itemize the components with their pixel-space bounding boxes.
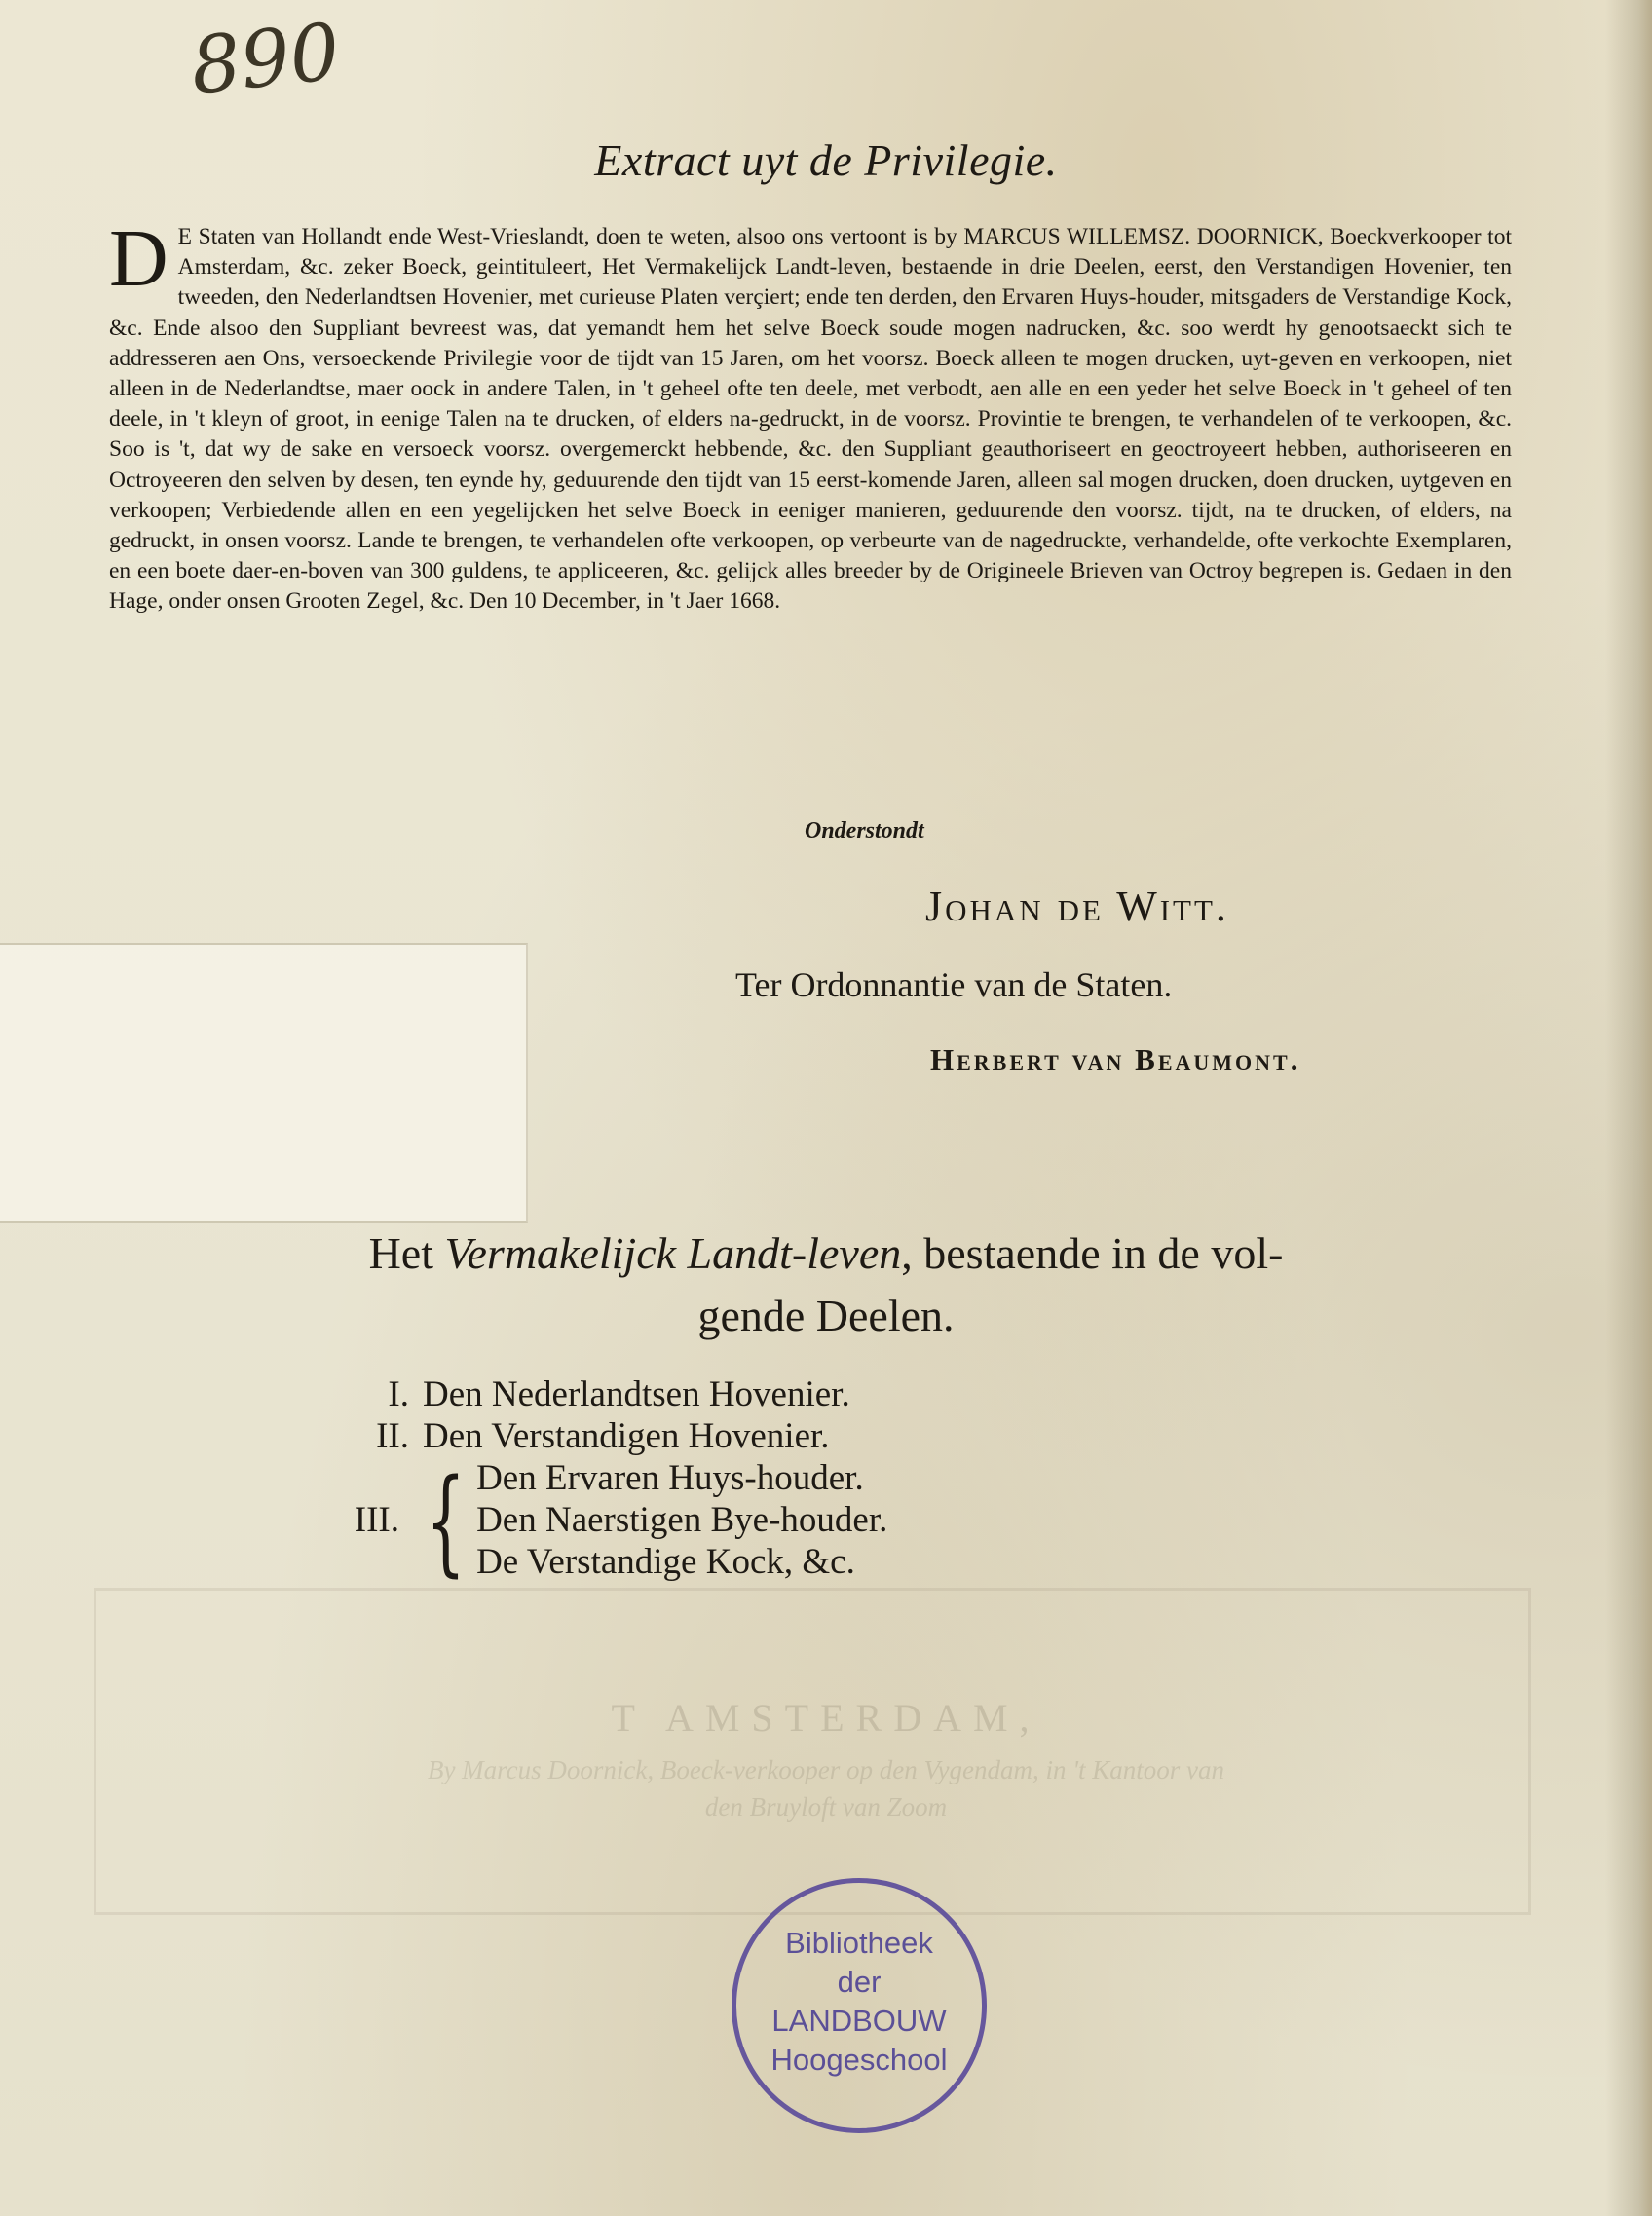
parts-heading <box>0 1222 1652 1347</box>
library-stamp <box>732 1878 987 2133</box>
stamp-line: LANDBOUW <box>771 2004 947 2038</box>
curly-brace-icon: { <box>425 1452 467 1588</box>
part-title: Den Nederlandtsen Hovenier. <box>423 1374 850 1414</box>
paper-repair-patch <box>0 943 528 1223</box>
signatory-name: Johan de Witt. <box>925 883 1229 930</box>
bleed-through-line-1: By Marcus Doornick, Boeck-verkooper op den Vygendam, in 't Kantoor van <box>427 1755 1225 1784</box>
part-item <box>292 1373 887 1415</box>
part-numeral: I. <box>388 1374 409 1414</box>
parts-list <box>292 1373 888 1588</box>
drop-cap: D <box>109 213 169 304</box>
part-item <box>292 1415 887 1457</box>
privilege-text-block <box>109 213 1512 618</box>
stamp-line: der <box>837 1965 882 1999</box>
part-three-item: Den Ervaren Huys-houder. <box>476 1458 864 1498</box>
part-three-group <box>292 1452 888 1588</box>
bleed-through-frame <box>94 1588 1531 1915</box>
ordonnance-line: Ter Ordonnantie van de Staten. <box>735 965 1173 1004</box>
part-three-item: De Verstandige Kock, &c. <box>476 1542 855 1582</box>
stamp-line: Hoogeschool <box>770 2043 948 2077</box>
privilege-body: E Staten van Hollandt ende West-Vrieslandt, doen te weten, alsoo ons vertoont is by MARCUS WILLEMSZ. DOORNICK, Boeckverkooper tot Amsterdam, &c. zeker Boeck, geintituleert, Het Vermakelijck Landt-leven, bestaende in drie Deelen, eerst, den Verstandigen Hovenier, ten tweeden, den Nederlandtsen Hovenier, met curieuse Platen verçiert; ende ten derden, den Ervaren Huys-houder, mitsgaders de Verstandige Kock, &c. Ende alsoo den Suppliant bevreest was, dat yemandt hem het selve Boeck soude mogen nadrucken, &c. soo werdt hy genootsaeckt sich te addresseren aen Ons, versoeckende Privilegie voor de tijdt van 15 Jaren, om het voorsz. Boeck alleen te mogen drucken, uyt-geven en verkoopen, niet alleen in de Nederlandtse, maer oock in andere Talen, in 't geheel ofte ten deele, met verbodt, aen alle en een yeder het selve Boeck in 't geheel of ten deele, in 't kleyn of groot, in eenige Talen na te drucken, of elders na-gedruckt, in de voorsz. Provintie te brengen, te verhandelen of te verkoopen, &c. Soo is 't, dat wy de sake en versoeck voorsz. overgemerckt hebbende, &c. den Suppliant geauthoriseert en geoctroyeert hebben, authoriseeren en Octroyeeren den selven by desen, ten eynde hy, geduurende den tijdt van 15 eerst-komende Jaren, alleen sal mogen drucken, doen drucken, uytgeven en verkoopen; Verbiedende allen en een yegelijcken het selve Boeck in eeniger manieren, geduurende den voorsz. tijdt, na te drucken, of elders, na gedruckt, in onsen voorsz. Lande te brengen, te verhandelen ofte verkoopen, op verbeurte van de nagedruckte, verhandelde, ofte verkochte Exemplaren, en een boete daer-en-boven van 300 guldens, te appliceeren, &c. gelijck alles breeder by de Origineele Brieven van Octroy begrepen is. Gedaen in den Hage, onder onsen Grooten Zegel, &c. Den 10 December, in 't Jaer 1668. <box>109 224 1512 615</box>
part-numeral: III. <box>354 1500 399 1540</box>
bleed-through-line-2: den Bruyloft van Zoom <box>704 1792 948 1822</box>
parts-heading-line-2: gende Deelen. <box>697 1291 955 1340</box>
parts-heading-before: Het <box>368 1228 445 1278</box>
secretary-name: Herbert van Beaumont. <box>930 1042 1301 1076</box>
part-title: Den Verstandigen Hovenier. <box>423 1416 830 1456</box>
bleed-through-city: T AMSTERDAM, <box>611 1696 1041 1740</box>
part-numeral: II. <box>376 1416 409 1456</box>
stamp-line: Bibliotheek <box>785 1926 933 1960</box>
handwritten-catalog-number: 890 <box>186 6 345 112</box>
extract-title: Extract uyt de Privilegie. <box>594 135 1058 185</box>
parts-heading-title: Vermakelijck Landt-leven <box>444 1228 902 1278</box>
signed-label: Onderstondt <box>805 818 924 844</box>
part-three-items <box>476 1457 887 1583</box>
part-three-item: Den Naerstigen Bye-houder. <box>476 1500 888 1540</box>
parts-heading-after: , bestaende in de vol- <box>901 1228 1284 1278</box>
page-edge-shadow <box>1605 0 1652 2216</box>
